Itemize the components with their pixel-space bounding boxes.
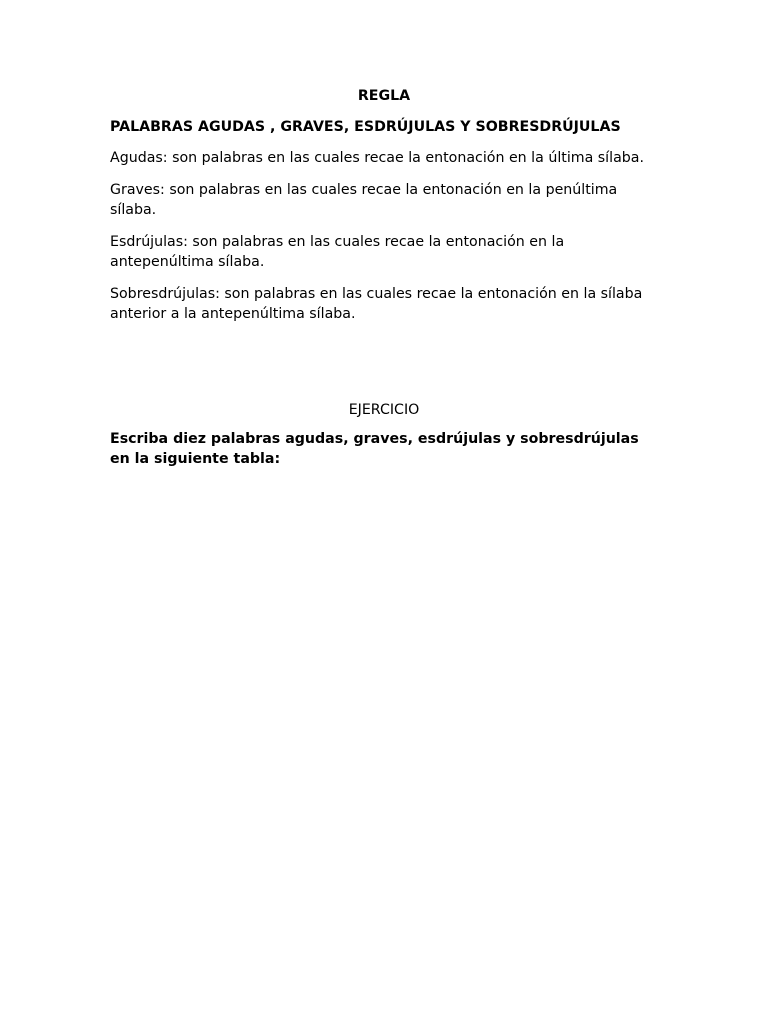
section-spacer — [110, 336, 658, 400]
definition-graves: Graves: son palabras en las cuales recae la entonación en la penúltima sílaba. — [110, 182, 618, 218]
document-content — [110, 86, 658, 469]
definition-agudas: Agudas: son palabras en las cuales recae la entonación en la última sílaba. — [110, 150, 644, 166]
exercise-title: EJERCICIO — [348, 402, 420, 418]
exercise-instruction: Escriba diez palabras agudas, graves, esdrújulas y sobresdrújulas en la siguiente tabla: — [110, 431, 639, 467]
definition-esdrujulas: Esdrújulas: son palabras en las cuales recae la entonación en la antepenúltima sílaba. — [110, 234, 565, 270]
rule-heading: PALABRAS AGUDAS , GRAVES, ESDRÚJULAS Y SOBRESDRÚJULAS — [110, 119, 621, 135]
definition-sobresdrujulas: Sobresdrújulas: son palabras en las cuales recae la entonación en la sílaba anterior a la antepenúltima sílaba. — [110, 286, 643, 322]
document-title: REGLA — [357, 88, 411, 104]
